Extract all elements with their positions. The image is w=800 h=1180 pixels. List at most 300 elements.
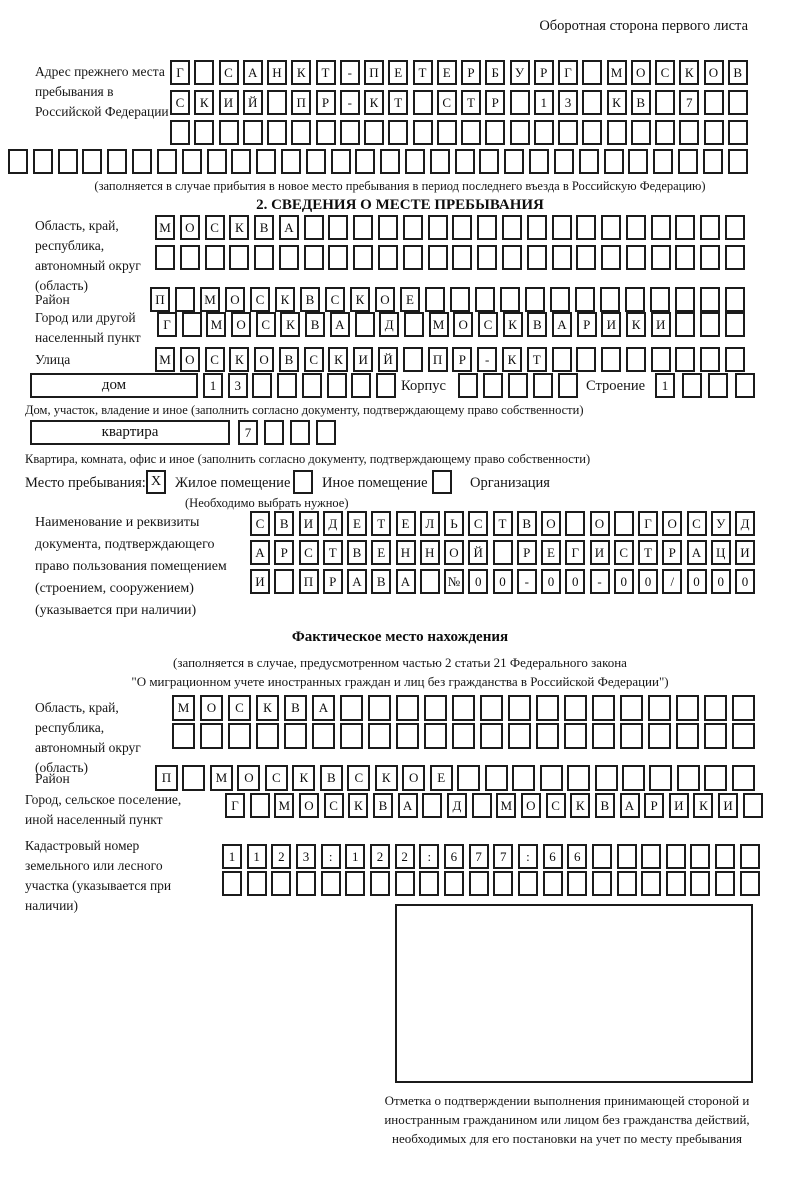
char-box[interactable]: И xyxy=(735,540,755,565)
char-box[interactable]: 2 xyxy=(370,844,390,869)
char-box[interactable]: 0 xyxy=(735,569,755,594)
char-box[interactable] xyxy=(626,215,646,240)
char-box[interactable]: 2 xyxy=(395,844,415,869)
char-box[interactable]: Е xyxy=(437,60,457,85)
char-box[interactable]: В xyxy=(254,215,274,240)
char-box[interactable] xyxy=(328,215,348,240)
char-box[interactable]: У xyxy=(510,60,530,85)
char-box[interactable] xyxy=(617,844,637,869)
char-box[interactable]: 7 xyxy=(469,844,489,869)
char-box[interactable] xyxy=(592,844,612,869)
char-box[interactable] xyxy=(527,215,547,240)
char-box[interactable]: / xyxy=(662,569,682,594)
char-box[interactable] xyxy=(424,723,447,749)
char-box[interactable] xyxy=(396,695,419,721)
char-box[interactable]: К xyxy=(693,793,713,818)
char-box[interactable] xyxy=(607,120,627,145)
char-box[interactable] xyxy=(370,871,390,896)
char-box[interactable] xyxy=(243,120,263,145)
char-box[interactable]: С xyxy=(478,312,498,337)
char-box[interactable] xyxy=(428,245,448,270)
char-box[interactable]: М xyxy=(200,287,220,312)
char-box[interactable] xyxy=(582,60,602,85)
char-box[interactable]: О xyxy=(704,60,724,85)
char-box[interactable]: И xyxy=(590,540,610,565)
char-box[interactable] xyxy=(157,149,177,174)
char-box[interactable] xyxy=(529,149,549,174)
other-premises-checkbox[interactable] xyxy=(293,470,313,494)
char-box[interactable] xyxy=(682,373,702,398)
char-box[interactable] xyxy=(355,312,375,337)
char-box[interactable]: К xyxy=(679,60,699,85)
char-box[interactable]: 7 xyxy=(679,90,699,115)
char-box[interactable] xyxy=(304,245,324,270)
char-box[interactable] xyxy=(461,120,481,145)
char-box[interactable] xyxy=(368,723,391,749)
char-box[interactable] xyxy=(728,149,748,174)
char-box[interactable] xyxy=(675,347,695,372)
char-box[interactable] xyxy=(452,723,475,749)
char-box[interactable]: В xyxy=(373,793,393,818)
char-box[interactable]: А xyxy=(279,215,299,240)
char-box[interactable]: К xyxy=(503,312,523,337)
char-box[interactable] xyxy=(677,765,700,791)
char-box[interactable]: 0 xyxy=(468,569,488,594)
char-box[interactable] xyxy=(194,60,214,85)
char-box[interactable]: Ц xyxy=(711,540,731,565)
char-box[interactable] xyxy=(700,347,720,372)
char-box[interactable]: О xyxy=(254,347,274,372)
char-box[interactable]: О xyxy=(521,793,541,818)
char-box[interactable] xyxy=(510,120,530,145)
char-box[interactable]: 1 xyxy=(203,373,223,398)
char-box[interactable]: 0 xyxy=(638,569,658,594)
char-box[interactable]: К xyxy=(348,793,368,818)
char-box[interactable]: В xyxy=(284,695,307,721)
char-box[interactable] xyxy=(675,287,695,312)
char-box[interactable] xyxy=(690,844,710,869)
char-box[interactable] xyxy=(252,373,272,398)
char-box[interactable]: К xyxy=(626,312,646,337)
char-box[interactable] xyxy=(540,765,563,791)
char-box[interactable] xyxy=(732,723,755,749)
char-box[interactable]: А xyxy=(620,793,640,818)
char-box[interactable] xyxy=(483,373,503,398)
char-box[interactable]: 7 xyxy=(493,844,513,869)
char-box[interactable] xyxy=(552,215,572,240)
char-box[interactable]: В xyxy=(279,347,299,372)
char-box[interactable] xyxy=(405,149,425,174)
char-box[interactable]: 1 xyxy=(247,844,267,869)
char-box[interactable] xyxy=(254,245,274,270)
char-box[interactable]: В xyxy=(631,90,651,115)
char-box[interactable] xyxy=(592,723,615,749)
char-box[interactable]: Ь xyxy=(444,511,464,536)
char-box[interactable]: С xyxy=(468,511,488,536)
char-box[interactable] xyxy=(518,871,538,896)
char-box[interactable] xyxy=(666,844,686,869)
char-box[interactable] xyxy=(485,120,505,145)
char-box[interactable]: - xyxy=(340,60,360,85)
char-box[interactable]: К xyxy=(194,90,214,115)
char-box[interactable] xyxy=(378,215,398,240)
char-box[interactable]: 0 xyxy=(541,569,561,594)
char-box[interactable] xyxy=(82,149,102,174)
char-box[interactable] xyxy=(550,287,570,312)
char-box[interactable]: Г xyxy=(558,60,578,85)
char-box[interactable]: С xyxy=(170,90,190,115)
char-box[interactable] xyxy=(8,149,28,174)
char-box[interactable] xyxy=(675,312,695,337)
char-box[interactable] xyxy=(444,871,464,896)
char-box[interactable] xyxy=(277,373,297,398)
char-box[interactable]: Т xyxy=(413,60,433,85)
char-box[interactable]: О xyxy=(237,765,260,791)
char-box[interactable]: 3 xyxy=(228,373,248,398)
char-box[interactable] xyxy=(424,695,447,721)
char-box[interactable] xyxy=(328,245,348,270)
char-box[interactable]: И xyxy=(219,90,239,115)
char-box[interactable] xyxy=(493,871,513,896)
char-box[interactable]: - xyxy=(517,569,537,594)
char-box[interactable] xyxy=(364,120,384,145)
char-box[interactable] xyxy=(205,245,225,270)
char-box[interactable] xyxy=(700,215,720,240)
char-box[interactable]: В xyxy=(371,569,391,594)
char-box[interactable] xyxy=(648,723,671,749)
char-box[interactable] xyxy=(527,245,547,270)
char-box[interactable] xyxy=(651,347,671,372)
char-box[interactable] xyxy=(690,871,710,896)
char-box[interactable] xyxy=(651,215,671,240)
char-box[interactable] xyxy=(33,149,53,174)
char-box[interactable] xyxy=(327,373,347,398)
char-box[interactable]: 3 xyxy=(296,844,316,869)
char-box[interactable]: И xyxy=(299,511,319,536)
char-box[interactable] xyxy=(413,90,433,115)
char-box[interactable] xyxy=(543,871,563,896)
char-box[interactable] xyxy=(622,765,645,791)
char-box[interactable]: С xyxy=(250,511,270,536)
char-box[interactable] xyxy=(376,373,396,398)
char-box[interactable] xyxy=(675,245,695,270)
char-box[interactable]: Р xyxy=(644,793,664,818)
char-box[interactable] xyxy=(428,215,448,240)
char-box[interactable] xyxy=(340,695,363,721)
char-box[interactable] xyxy=(601,245,621,270)
char-box[interactable]: К xyxy=(607,90,627,115)
char-box[interactable]: О xyxy=(662,511,682,536)
char-box[interactable] xyxy=(182,312,202,337)
char-box[interactable]: С xyxy=(655,60,675,85)
char-box[interactable]: : xyxy=(419,844,439,869)
char-box[interactable]: 3 xyxy=(558,90,578,115)
char-box[interactable]: 6 xyxy=(567,844,587,869)
char-box[interactable]: К xyxy=(229,215,249,240)
char-box[interactable] xyxy=(331,149,351,174)
char-box[interactable]: С xyxy=(265,765,288,791)
char-box[interactable]: А xyxy=(330,312,350,337)
char-box[interactable] xyxy=(353,215,373,240)
char-box[interactable] xyxy=(715,844,735,869)
char-box[interactable] xyxy=(653,149,673,174)
char-box[interactable] xyxy=(576,347,596,372)
char-box[interactable] xyxy=(274,569,294,594)
char-box[interactable] xyxy=(493,540,513,565)
char-box[interactable]: М xyxy=(155,215,175,240)
char-box[interactable]: Р xyxy=(461,60,481,85)
char-box[interactable] xyxy=(575,287,595,312)
char-box[interactable]: Н xyxy=(267,60,287,85)
char-box[interactable]: П xyxy=(299,569,319,594)
char-box[interactable] xyxy=(676,695,699,721)
char-box[interactable]: С xyxy=(250,287,270,312)
char-box[interactable]: Н xyxy=(420,540,440,565)
char-box[interactable]: А xyxy=(250,540,270,565)
char-box[interactable]: Л xyxy=(420,511,440,536)
char-box[interactable]: Й xyxy=(243,90,263,115)
char-box[interactable]: Г xyxy=(225,793,245,818)
char-box[interactable]: В xyxy=(595,793,615,818)
char-box[interactable]: С xyxy=(437,90,457,115)
char-box[interactable] xyxy=(256,723,279,749)
char-box[interactable]: О xyxy=(299,793,319,818)
char-box[interactable] xyxy=(458,373,478,398)
char-box[interactable] xyxy=(666,871,686,896)
char-box[interactable] xyxy=(536,723,559,749)
char-box[interactable] xyxy=(452,245,472,270)
char-box[interactable]: Е xyxy=(396,511,416,536)
char-box[interactable] xyxy=(388,120,408,145)
char-box[interactable]: Г xyxy=(170,60,190,85)
char-box[interactable] xyxy=(480,695,503,721)
char-box[interactable] xyxy=(703,149,723,174)
char-box[interactable]: Г xyxy=(565,540,585,565)
char-box[interactable]: О xyxy=(225,287,245,312)
char-box[interactable]: Т xyxy=(316,60,336,85)
char-box[interactable] xyxy=(306,149,326,174)
char-box[interactable]: Е xyxy=(541,540,561,565)
char-box[interactable] xyxy=(617,871,637,896)
char-box[interactable]: 0 xyxy=(711,569,731,594)
char-box[interactable]: И xyxy=(651,312,671,337)
char-box[interactable] xyxy=(620,723,643,749)
char-box[interactable]: Р xyxy=(452,347,472,372)
char-box[interactable] xyxy=(732,765,755,791)
char-box[interactable]: Т xyxy=(638,540,658,565)
char-box[interactable] xyxy=(708,373,728,398)
char-box[interactable] xyxy=(222,871,242,896)
char-box[interactable] xyxy=(472,793,492,818)
char-box[interactable]: К xyxy=(292,765,315,791)
char-box[interactable]: О xyxy=(541,511,561,536)
char-box[interactable]: О xyxy=(631,60,651,85)
char-box[interactable] xyxy=(284,723,307,749)
char-box[interactable] xyxy=(626,245,646,270)
char-box[interactable]: С xyxy=(687,511,707,536)
char-box[interactable] xyxy=(355,149,375,174)
char-box[interactable]: С xyxy=(614,540,634,565)
char-box[interactable]: П xyxy=(364,60,384,85)
char-box[interactable]: : xyxy=(518,844,538,869)
char-box[interactable] xyxy=(477,215,497,240)
char-box[interactable] xyxy=(316,120,336,145)
char-box[interactable] xyxy=(340,120,360,145)
char-box[interactable]: Й xyxy=(378,347,398,372)
char-box[interactable]: Р xyxy=(316,90,336,115)
char-box[interactable] xyxy=(592,871,612,896)
char-box[interactable] xyxy=(231,149,251,174)
char-box[interactable]: А xyxy=(312,695,335,721)
char-box[interactable] xyxy=(601,215,621,240)
char-box[interactable]: Т xyxy=(493,511,513,536)
char-box[interactable] xyxy=(504,149,524,174)
char-box[interactable]: 1 xyxy=(345,844,365,869)
char-box[interactable] xyxy=(552,245,572,270)
char-box[interactable]: К xyxy=(364,90,384,115)
char-box[interactable]: И xyxy=(353,347,373,372)
char-box[interactable]: П xyxy=(291,90,311,115)
char-box[interactable] xyxy=(132,149,152,174)
char-box[interactable] xyxy=(229,245,249,270)
char-box[interactable] xyxy=(247,871,267,896)
char-box[interactable] xyxy=(725,312,745,337)
char-box[interactable] xyxy=(368,695,391,721)
char-box[interactable] xyxy=(425,287,445,312)
char-box[interactable]: Д xyxy=(735,511,755,536)
char-box[interactable] xyxy=(250,793,270,818)
char-box[interactable] xyxy=(452,215,472,240)
char-box[interactable] xyxy=(182,765,205,791)
char-box[interactable]: И xyxy=(250,569,270,594)
char-box[interactable] xyxy=(728,90,748,115)
char-box[interactable]: 1 xyxy=(655,373,675,398)
char-box[interactable] xyxy=(279,245,299,270)
char-box[interactable] xyxy=(567,765,590,791)
char-box[interactable]: Т xyxy=(527,347,547,372)
char-box[interactable] xyxy=(380,149,400,174)
char-box[interactable] xyxy=(740,871,760,896)
char-box[interactable]: Е xyxy=(388,60,408,85)
char-box[interactable] xyxy=(626,347,646,372)
char-box[interactable]: 0 xyxy=(614,569,634,594)
char-box[interactable] xyxy=(340,723,363,749)
char-box[interactable]: 0 xyxy=(565,569,585,594)
char-box[interactable] xyxy=(648,695,671,721)
char-box[interactable]: В xyxy=(517,511,537,536)
char-box[interactable]: А xyxy=(396,569,416,594)
char-box[interactable] xyxy=(582,90,602,115)
char-box[interactable] xyxy=(475,287,495,312)
char-box[interactable] xyxy=(649,765,672,791)
char-box[interactable] xyxy=(403,215,423,240)
char-box[interactable]: О xyxy=(200,695,223,721)
char-box[interactable] xyxy=(740,844,760,869)
char-box[interactable] xyxy=(675,215,695,240)
char-box[interactable] xyxy=(554,149,574,174)
char-box[interactable]: К xyxy=(291,60,311,85)
char-box[interactable]: В xyxy=(305,312,325,337)
char-box[interactable] xyxy=(290,420,310,445)
char-box[interactable]: Р xyxy=(274,540,294,565)
char-box[interactable] xyxy=(564,723,587,749)
char-box[interactable]: О xyxy=(453,312,473,337)
char-box[interactable] xyxy=(700,287,720,312)
char-box[interactable] xyxy=(267,90,287,115)
char-box[interactable]: И xyxy=(718,793,738,818)
char-box[interactable] xyxy=(525,287,545,312)
char-box[interactable] xyxy=(207,149,227,174)
char-box[interactable]: Т xyxy=(461,90,481,115)
char-box[interactable] xyxy=(219,120,239,145)
char-box[interactable] xyxy=(378,245,398,270)
char-box[interactable] xyxy=(107,149,127,174)
char-box[interactable] xyxy=(576,215,596,240)
char-box[interactable]: 2 xyxy=(271,844,291,869)
char-box[interactable] xyxy=(592,695,615,721)
char-box[interactable] xyxy=(420,569,440,594)
char-box[interactable] xyxy=(641,844,661,869)
char-box[interactable]: К xyxy=(256,695,279,721)
char-box[interactable] xyxy=(614,511,634,536)
char-box[interactable]: - xyxy=(590,569,610,594)
char-box[interactable] xyxy=(576,245,596,270)
char-box[interactable]: М xyxy=(210,765,233,791)
char-box[interactable] xyxy=(650,287,670,312)
char-box[interactable] xyxy=(502,245,522,270)
char-box[interactable] xyxy=(479,149,499,174)
char-box[interactable]: - xyxy=(340,90,360,115)
char-box[interactable]: С xyxy=(228,695,251,721)
char-box[interactable]: С xyxy=(299,540,319,565)
char-box[interactable]: К xyxy=(280,312,300,337)
char-box[interactable]: Й xyxy=(468,540,488,565)
char-box[interactable]: У xyxy=(711,511,731,536)
char-box[interactable]: В xyxy=(274,511,294,536)
char-box[interactable] xyxy=(704,90,724,115)
char-box[interactable]: А xyxy=(687,540,707,565)
char-box[interactable]: О xyxy=(180,215,200,240)
char-box[interactable]: Б xyxy=(485,60,505,85)
char-box[interactable] xyxy=(704,723,727,749)
char-box[interactable] xyxy=(651,245,671,270)
char-box[interactable]: Р xyxy=(577,312,597,337)
char-box[interactable] xyxy=(558,373,578,398)
char-box[interactable] xyxy=(395,871,415,896)
char-box[interactable]: И xyxy=(601,312,621,337)
char-box[interactable] xyxy=(579,149,599,174)
char-box[interactable]: А xyxy=(552,312,572,337)
char-box[interactable] xyxy=(291,120,311,145)
char-box[interactable] xyxy=(228,723,251,749)
char-box[interactable] xyxy=(469,871,489,896)
char-box[interactable] xyxy=(700,245,720,270)
char-box[interactable] xyxy=(155,245,175,270)
char-box[interactable] xyxy=(601,347,621,372)
char-box[interactable] xyxy=(508,695,531,721)
char-box[interactable]: М xyxy=(172,695,195,721)
char-box[interactable]: 0 xyxy=(493,569,513,594)
char-box[interactable] xyxy=(732,695,755,721)
char-box[interactable]: К xyxy=(350,287,370,312)
char-box[interactable]: В xyxy=(300,287,320,312)
char-box[interactable]: М xyxy=(206,312,226,337)
char-box[interactable]: О xyxy=(402,765,425,791)
char-box[interactable] xyxy=(182,149,202,174)
char-box[interactable] xyxy=(450,287,470,312)
char-box[interactable] xyxy=(281,149,301,174)
char-box[interactable]: 1 xyxy=(534,90,554,115)
